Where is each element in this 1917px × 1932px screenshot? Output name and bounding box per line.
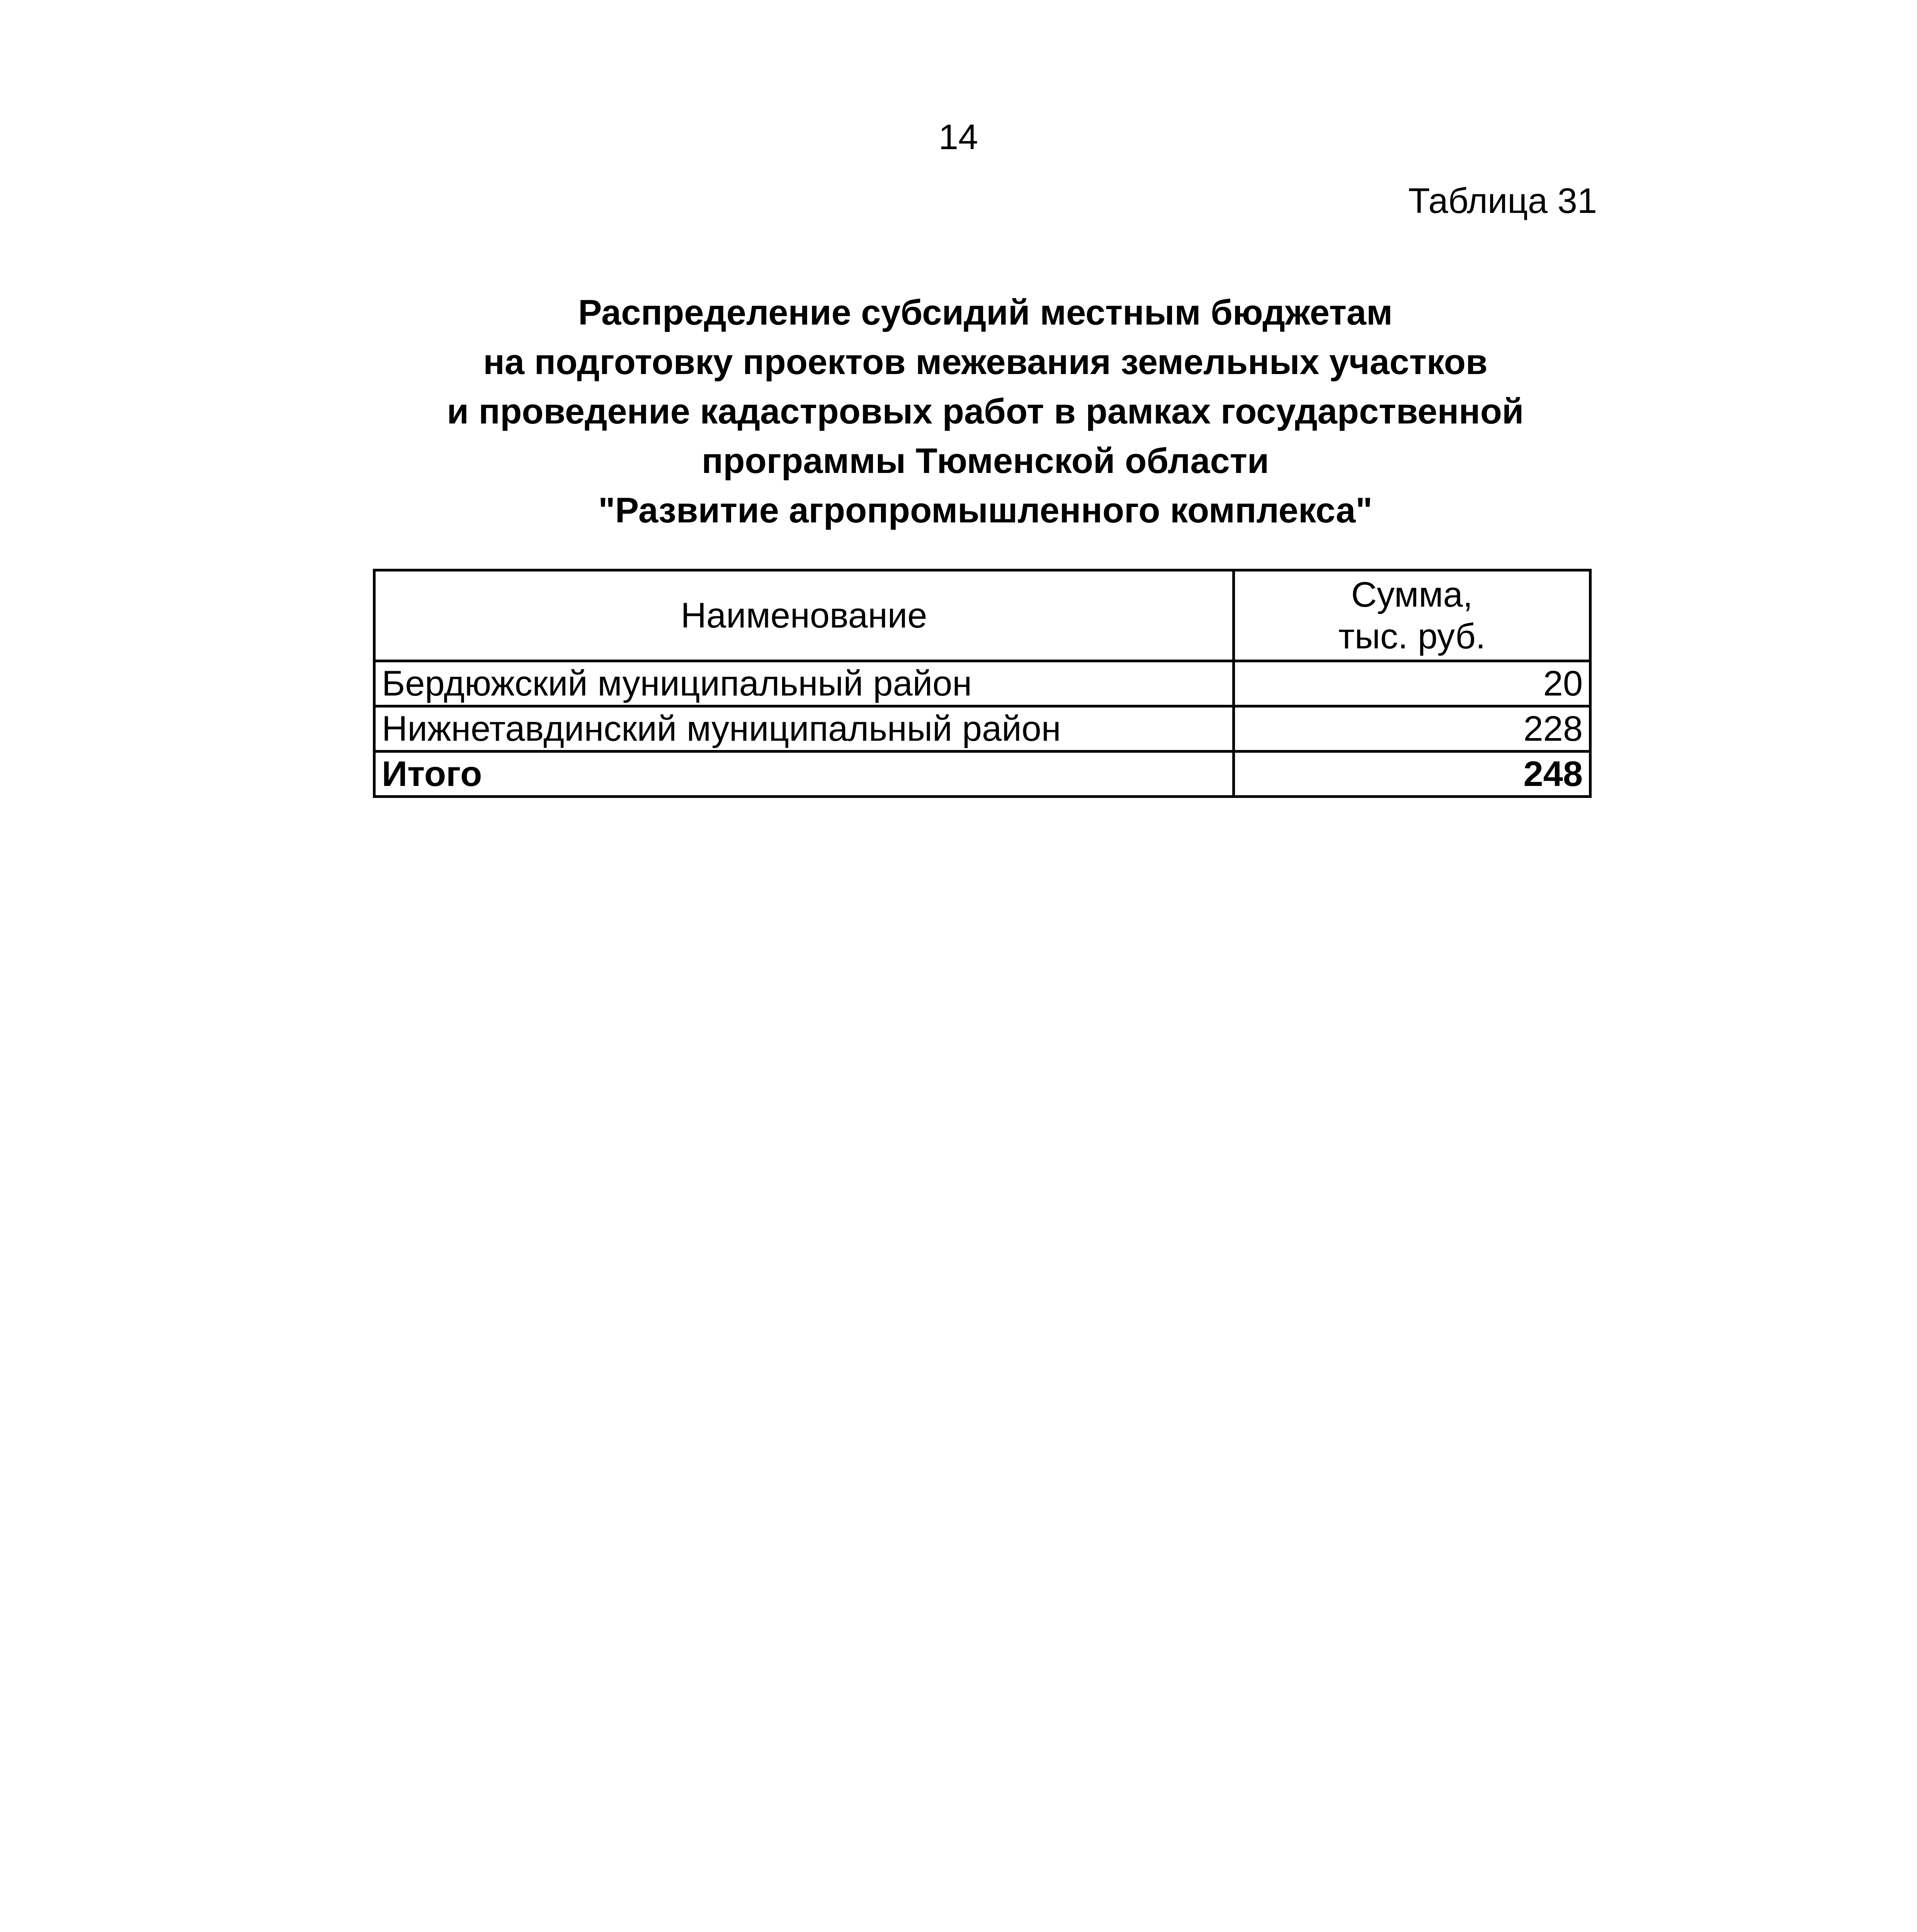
header-sum — [1234, 570, 1590, 661]
total-label: Итого — [374, 752, 1234, 797]
title-line: "Развитие агропромышленного комплекса" — [598, 491, 1373, 530]
table-row — [374, 661, 1590, 706]
row-sum: 20 — [1234, 661, 1590, 706]
table-row — [374, 706, 1590, 752]
document-title — [309, 288, 1662, 535]
subsidy-table — [373, 569, 1592, 798]
title-line: и проведение кадастровых работ в рамках государственной — [447, 392, 1524, 431]
total-sum: 248 — [1234, 752, 1590, 797]
header-sum-line: Сумма, — [1351, 575, 1473, 614]
title-line: программы Тюменской области — [701, 441, 1269, 481]
row-name: Бердюжский муниципальный район — [374, 661, 1234, 706]
total-row — [374, 752, 1590, 797]
header-name: Наименование — [374, 570, 1234, 661]
table-header-row — [374, 570, 1590, 661]
title-line: на подготовку проектов межевания земельных участков — [483, 342, 1488, 382]
row-sum: 228 — [1234, 706, 1590, 752]
table-label: Таблица 31 — [1408, 181, 1597, 221]
header-sum-unit: тыс. руб. — [1338, 617, 1486, 656]
page-number: 14 — [938, 117, 978, 157]
title-line: Распределение субсидий местным бюджетам — [578, 293, 1393, 332]
row-name: Нижнетавдинский муниципальный район — [374, 706, 1234, 752]
